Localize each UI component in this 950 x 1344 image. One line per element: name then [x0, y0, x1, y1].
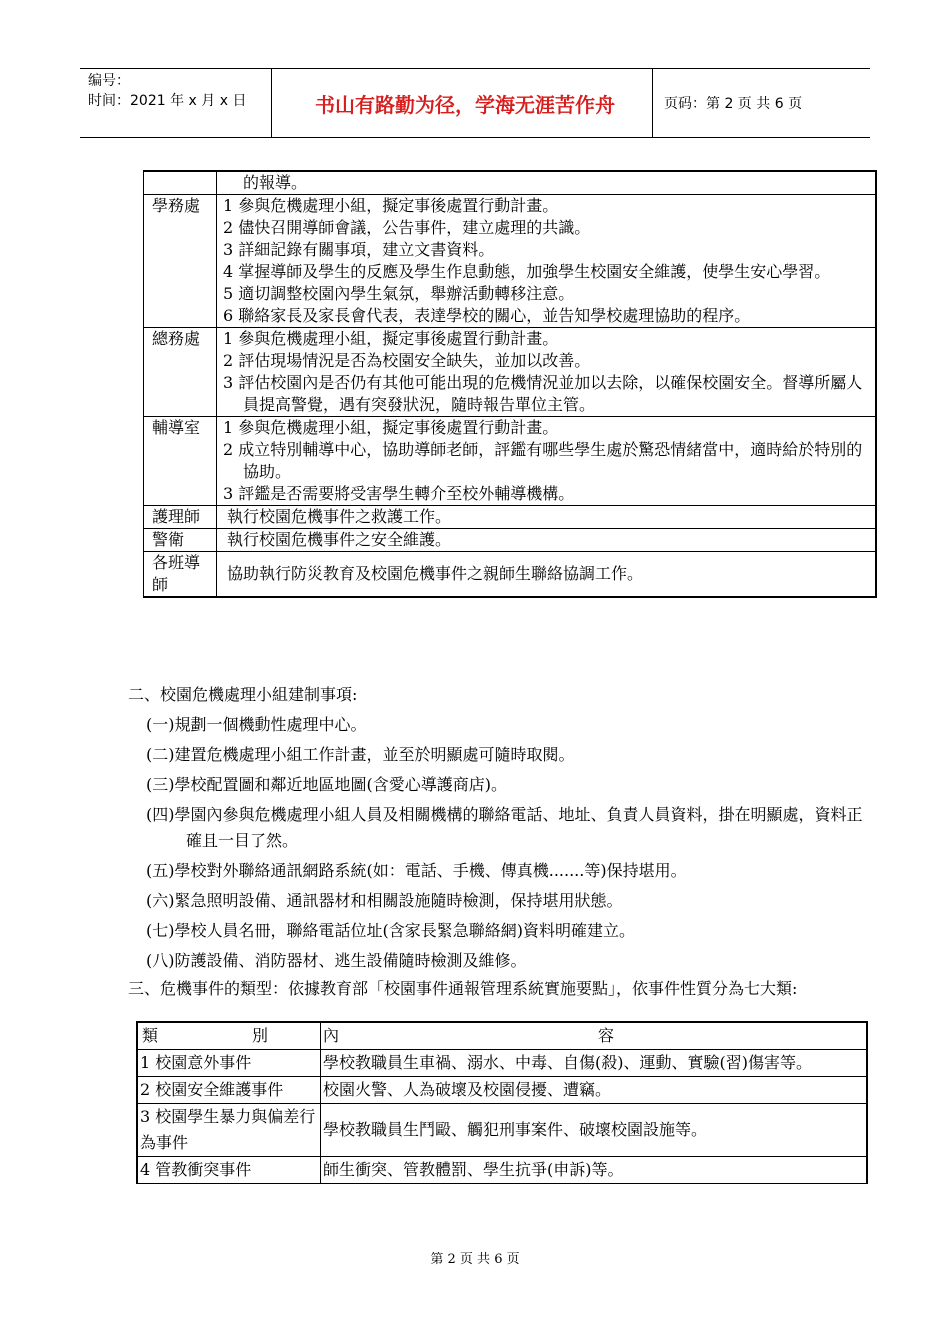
list-item: 6 聯絡家長及家長會代表，表達學校的關心，並告知學校處理協助的程序。 — [223, 306, 751, 325]
section-three — [128, 978, 868, 1000]
list-item: 3 評鑑是否需要將受害學生轉介至校外輔導機構。 — [223, 484, 575, 503]
list-item: 4 掌握導師及學生的反應及學生作息動態，加強學生校園安全維護，使學生安心學習。 — [223, 262, 831, 281]
dept-cell: 輔導室 — [144, 417, 217, 506]
dept-cell: 警衛 — [144, 529, 217, 552]
content-cell — [217, 195, 877, 328]
section-title: 二、校園危機處理小組建制事項: — [128, 685, 358, 704]
dept-cell: 各班導師 — [144, 552, 217, 598]
header-text: 類 — [142, 1026, 159, 1045]
page-info: 页码：第 2 页 共 6 页 — [664, 96, 803, 112]
header-text: 容 — [597, 1026, 614, 1045]
list-item: 1 參與危機處理小組，擬定事後處置行動計畫。 — [223, 329, 559, 348]
category-cell: 1 校園意外事件 — [137, 1050, 321, 1077]
content-cell — [217, 417, 877, 506]
content-cell: 學校教職員生車禍、溺水、中毒、自傷(殺)、運動、實驗(習)傷害等。 — [321, 1050, 868, 1077]
content-cell: 校園火警、人為破壞及校園侵擾、遭竊。 — [321, 1077, 868, 1104]
list-item: 5 適切調整校園內學生氣氛，舉辦活動轉移注意。 — [223, 284, 575, 303]
content-cell: 執行校園危機事件之安全維護。 — [217, 529, 877, 552]
table-row — [137, 1157, 867, 1184]
page-header — [80, 68, 870, 138]
table-row — [144, 552, 877, 598]
category-cell: 3 校園學生暴力與偏差行為事件 — [137, 1104, 321, 1157]
event-type-table — [136, 1021, 868, 1184]
table-row — [144, 506, 877, 529]
table-row — [144, 195, 877, 328]
list-item: 3 詳細記錄有關事項，建立文書資料。 — [223, 240, 495, 259]
dept-cell: 總務處 — [144, 328, 217, 417]
table-row — [144, 529, 877, 552]
list-item: 1 參與危機處理小組，擬定事後處置行動計畫。 — [223, 418, 559, 437]
dept-cell — [144, 171, 217, 195]
table-row — [137, 1050, 867, 1077]
list-item: 2 評估現場情況是否為校園安全缺失，並加以改善。 — [223, 351, 591, 370]
header-meta — [88, 71, 246, 111]
header-category — [137, 1022, 321, 1050]
table-header-row — [137, 1022, 867, 1050]
header-divider — [652, 69, 653, 137]
dept-cell: 學務處 — [144, 195, 217, 328]
continuation-text: 的報導。 — [243, 173, 308, 192]
list-item: 3 評估校園內是否仍有其他可能出現的危機情況並加以去除，以確保校園安全。督導所屬人員提高警覺，遇有突發狀況，隨時報告單位主管。 — [223, 373, 863, 414]
section-two — [128, 682, 868, 974]
date-label: 时间：2021 年 x 月 x 日 — [88, 93, 247, 109]
table-row — [137, 1104, 867, 1157]
list-item: 2 儘快召開導師會議，公告事件，建立處理的共識。 — [223, 218, 591, 237]
content-cell: 執行校園危機事件之救護工作。 — [217, 506, 877, 529]
list-item: (六)緊急照明設備、通訊器材和相關設施隨時檢測，保持堪用狀態。 — [146, 891, 623, 910]
content-cell — [217, 171, 877, 195]
section-title: 三、危機事件的類型：依據教育部「校園事件通報管理系統實施要點」，依事件性質分為七大類: — [128, 979, 798, 998]
list-item: (四)學園內參與危機處理小組人員及相關機構的聯絡電話、地址、負責人員資料，掛在明顯處，資料正確且一目了然。 — [146, 805, 863, 850]
category-cell: 2 校園安全維護事件 — [137, 1077, 321, 1104]
list-item: (二)建置危機處理小組工作計畫，並至於明顯處可隨時取閱。 — [146, 745, 575, 764]
list-item: (三)學校配置圖和鄰近地區地圖(含愛心導護商店)。 — [146, 775, 507, 794]
header-divider — [271, 69, 272, 137]
content-cell: 學校教職員生鬥毆、觸犯刑事案件、破壞校園設施等。 — [321, 1104, 868, 1157]
list-item: (五)學校對外聯絡通訊網路系統(如：電話、手機、傳真機.......等)保持堪用。 — [146, 861, 687, 880]
page-footer: 第 2 页 共 6 页 — [430, 1252, 520, 1267]
number-label: 编号： — [88, 73, 130, 89]
list-item: (八)防護設備、消防器材、逃生設備隨時檢測及維修。 — [146, 951, 527, 970]
responsibility-table — [143, 170, 877, 598]
list-item: 2 成立特別輔導中心，協助導師老師，評鑑有哪些學生處於驚恐情緒當中，適時給於特別的協助。 — [223, 440, 863, 481]
motto: 书山有路勤为径，学海无涯苦作舟 — [315, 92, 615, 117]
content-cell: 協助執行防災教育及校園危機事件之親師生聯絡協調工作。 — [217, 552, 877, 598]
content-cell: 師生衝突、管教體罰、學生抗爭(申訴)等。 — [321, 1157, 868, 1184]
header-text: 內 — [323, 1026, 340, 1045]
list-item: 1 參與危機處理小組，擬定事後處置行動計畫。 — [223, 196, 559, 215]
table-row — [144, 417, 877, 506]
table-row — [144, 171, 877, 195]
header-text: 別 — [251, 1026, 268, 1045]
content-cell — [217, 328, 877, 417]
category-cell: 4 管教衝突事件 — [137, 1157, 321, 1184]
table-row — [137, 1077, 867, 1104]
list-item: (七)學校人員名冊，聯絡電話位址(含家長緊急聯絡網)資料明確建立。 — [146, 921, 635, 940]
list-item: (一)規劃一個機動性處理中心。 — [146, 715, 367, 734]
header-content — [321, 1022, 868, 1050]
dept-cell: 護理師 — [144, 506, 217, 529]
table-row — [144, 328, 877, 417]
